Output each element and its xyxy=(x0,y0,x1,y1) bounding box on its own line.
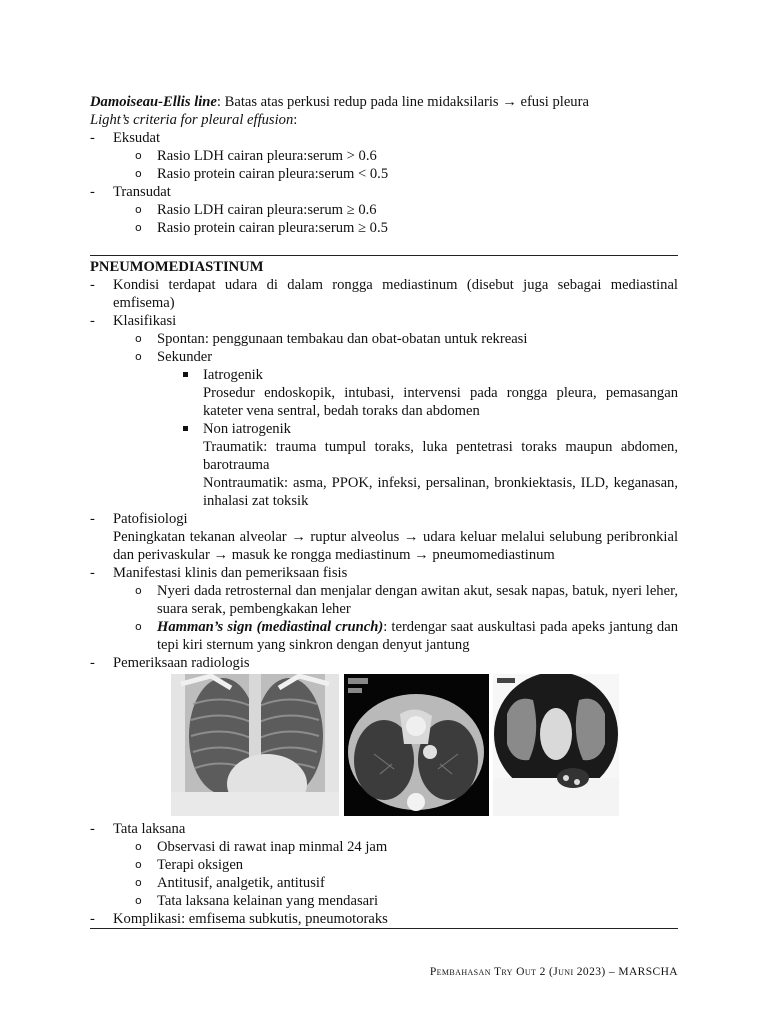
list-item-transudat: - Transudat xyxy=(90,184,171,200)
ct-coronal-image xyxy=(493,674,619,816)
radiology-images xyxy=(90,674,678,816)
list-item-klasifikasi: - Klasifikasi xyxy=(90,313,177,329)
light-criteria-title: Light’s criteria for pleural effusion: xyxy=(90,112,298,128)
list-item-manifestasi: - Manifestasi klinis dan pemeriksaan fisis xyxy=(90,565,348,581)
list-item-eksudat: - Eksudat xyxy=(90,130,161,146)
patofisiologi-desc: Peningkatan tekanan alveolar → ruptur alveolus → udara keluar melalui selubung peribronkial dan perivaskular → masuk ke rongga mediastinum → pneumomediastinum xyxy=(113,529,678,563)
damoiseau-term: Damoiseau-Ellis line xyxy=(90,94,217,110)
traumatik-desc: Traumatik: trauma tumpul toraks, luka pentetrasi toraks maupun abdomen, barotrauma xyxy=(203,439,678,473)
ct-axial-image xyxy=(344,674,489,816)
damoiseau-text: : Batas atas perkusi redup pada line midaksilaris → efusi pleura xyxy=(216,94,589,110)
list-item-hamman: o Hamman’s sign (mediastinal crunch): terdengar saat auskultasi pada apeks jantung dan tepi kiri sternum yang sinkron dengan denyut jantung xyxy=(135,619,679,653)
damoiseau-line xyxy=(90,93,678,111)
section-end-divider xyxy=(90,928,678,929)
list-item: o Rasio LDH cairan pleura:serum ≥ 0.6 xyxy=(135,202,377,218)
list-item-radiologis: - Pemeriksaan radiologis xyxy=(90,655,250,671)
list-item: o Tata laksana kelainan yang mendasari xyxy=(135,893,379,909)
iatrogenik-desc: Prosedur endoskopik, intubasi, intervensi pada rongga pleura, pemasangan kateter vena sentral, bedah toraks dan abdomen xyxy=(203,385,678,419)
list-item-tata-laksana: - Tata laksana xyxy=(90,821,186,837)
list-item: Iatrogenik xyxy=(90,366,678,384)
document-page xyxy=(90,93,678,929)
list-item: o Terapi oksigen xyxy=(135,857,244,873)
list-item: o Rasio protein cairan pleura:serum ≥ 0.5 xyxy=(135,220,388,236)
page-footer: Pembahasan Try Out 2 (Juni 2023) – MARSCHA xyxy=(429,966,678,978)
list-item: o Sekunder xyxy=(135,349,213,365)
list-item-patofisiologi: - Patofisiologi xyxy=(90,511,188,527)
list-item: o Antitusif, analgetik, antitusif xyxy=(135,875,325,891)
list-item-definition: - Kondisi terdapat udara di dalam rongga mediastinum (disebut juga sebagai mediastinal emfisema) xyxy=(90,277,678,311)
nontraumatik-desc: Nontraumatik: asma, PPOK, infeksi, persalinan, bronkiektasis, ILD, keganasan, inhalasi zat toksik xyxy=(203,475,678,509)
chest-xray-image xyxy=(171,674,339,816)
list-item-komplikasi: - Komplikasi: emfisema subkutis, pneumotoraks xyxy=(90,911,388,927)
list-item: o Rasio protein cairan pleura:serum < 0.5 xyxy=(135,166,389,182)
list-item: o Nyeri dada retrosternal dan menjalar dengan awitan akut, sesak napas, batuk, nyeri leher, suara serak, pembengkakan leher xyxy=(135,583,678,617)
section-title: PNEUMOMEDIASTINUM xyxy=(90,259,264,275)
list-item: o Spontan: penggunaan tembakau dan obat-obatan untuk rekreasi xyxy=(135,331,528,347)
list-item: o Rasio LDH cairan pleura:serum > 0.6 xyxy=(135,148,377,164)
list-item: Non iatrogenik xyxy=(90,420,678,438)
list-item: o Observasi di rawat inap minmal 24 jam xyxy=(135,839,388,855)
